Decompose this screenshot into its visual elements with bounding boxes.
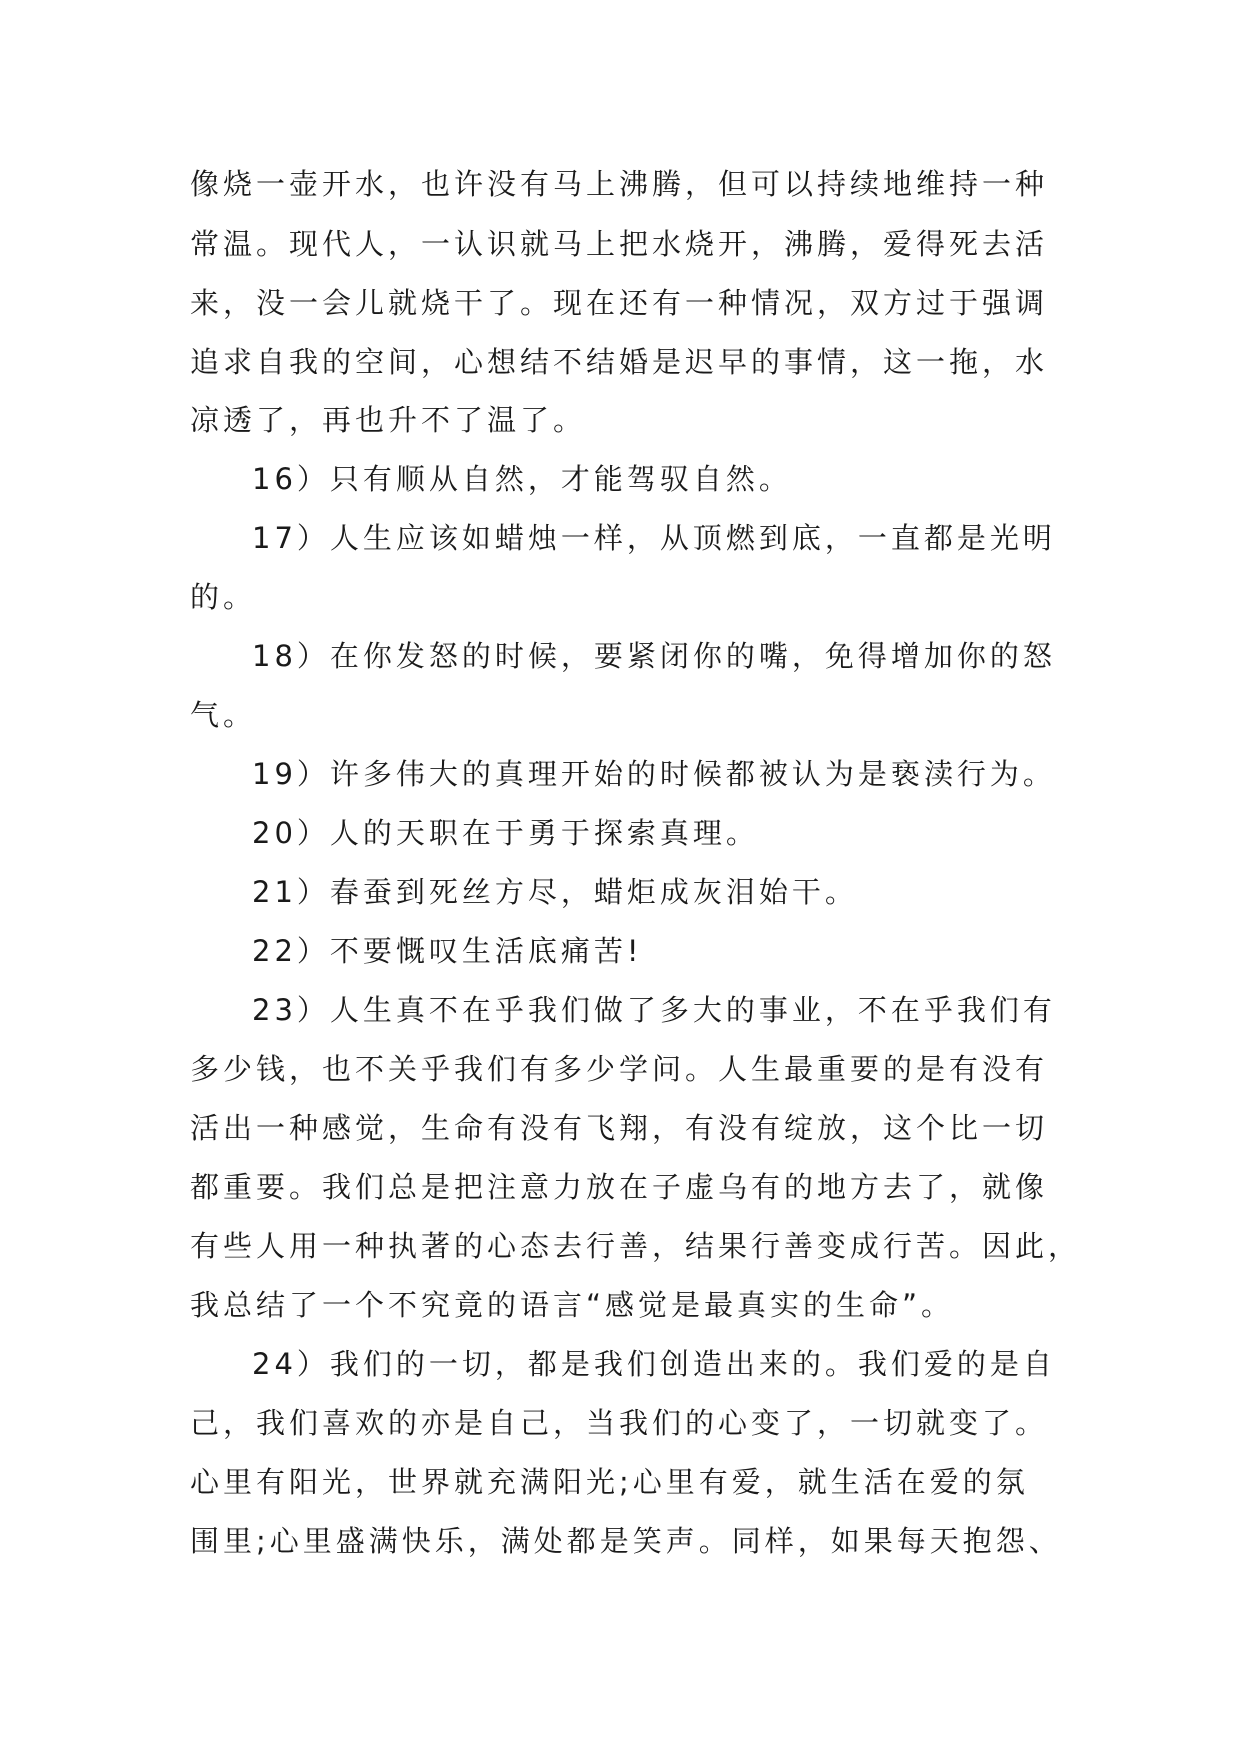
list-item-18: 18）在你发怒的时候，要紧闭你的嘴，免得增加你的怒 [252, 639, 1056, 673]
list-item-17: 17）人生应该如蜡烛一样，从顶燃到底，一直都是光明 [252, 521, 1056, 555]
text-line: 活出一种感觉，生命有没有飞翔，有没有绽放，这个比一切 [190, 1111, 1049, 1145]
list-item-22: 22）不要慨叹生活底痛苦! [252, 934, 643, 968]
text-line: 有些人用一种执著的心态去行善，结果行善变成行苦。因此， [190, 1229, 1082, 1263]
text-line: 凉透了，再也升不了温了。 [190, 403, 587, 437]
list-item-23: 23）人生真不在乎我们做了多大的事业，不在乎我们有 [252, 993, 1056, 1027]
text-line: 都重要。我们总是把注意力放在子虚乌有的地方去了，就像 [190, 1170, 1049, 1204]
text-line: 常温。现代人，一认识就马上把水烧开，沸腾，爱得死去活 [190, 227, 1049, 261]
text-line: 心里有阳光，世界就充满阳光;心里有爱，就生活在爱的氛 [190, 1465, 1029, 1499]
text-line: 像烧一壶开水，也许没有马上沸腾，但可以持续地维持一种 [190, 167, 1049, 201]
list-item-16: 16）只有顺从自然，才能驾驭自然。 [252, 462, 792, 496]
text-line: 来，没一会儿就烧干了。现在还有一种情况，双方过于强调 [190, 286, 1049, 320]
list-item-20: 20）人的天职在于勇于探索真理。 [252, 816, 759, 850]
list-item-19: 19）许多伟大的真理开始的时候都被认为是亵渎行为。 [252, 757, 1056, 791]
text-line: 追求自我的空间，心想结不结婚是迟早的事情，这一拖，水 [190, 345, 1049, 379]
text-line: 多少钱，也不关乎我们有多少学问。人生最重要的是有没有 [190, 1052, 1049, 1086]
text-line: 我总结了一个不究竟的语言“感觉是最真实的生命”。 [190, 1288, 955, 1322]
text-line: 围里;心里盛满快乐，满处都是笑声。同样，如果每天抱怨、 [190, 1524, 1062, 1558]
text-line: 己，我们喜欢的亦是自己，当我们的心变了，一切就变了。 [190, 1406, 1049, 1440]
list-item-21: 21）春蚕到死丝方尽，蜡炬成灰泪始干。 [252, 875, 858, 909]
text-line: 的。 [190, 580, 257, 614]
list-item-24: 24）我们的一切，都是我们创造出来的。我们爱的是自 [252, 1347, 1056, 1381]
text-line: 气。 [190, 698, 257, 732]
